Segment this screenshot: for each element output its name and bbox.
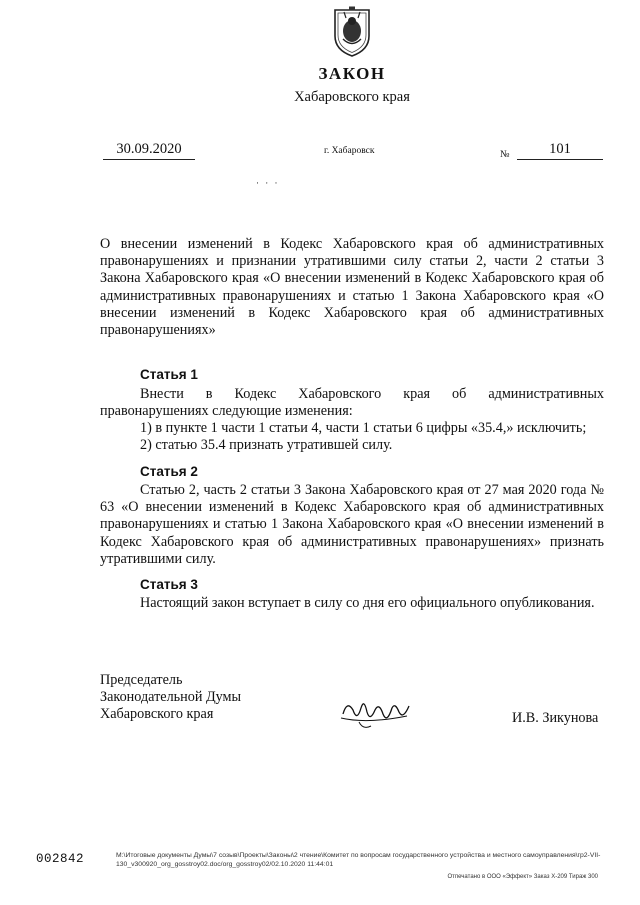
article-1-intro: Внести в Кодекс Хабаровского края об административных правонарушениях следующие изменения:: [100, 386, 604, 420]
position-line-3: Хабаровского края: [100, 706, 214, 723]
position-line-1: Председатель: [100, 672, 183, 688]
law-title: О внесении изменений в Кодекс Хабаровского края об административных правонарушениях и признании утратившими силу статьи 2, части 2 статьи 3 Закона Хабаровского края «О внесении изменений в Кодекс Хабаровского края об административных правонарушениях и статью 1 Закона Хабаровского края «О внесении изменений в Кодекс Хабаровского края об административных правонарушениях»: [100, 236, 604, 339]
article-3-text: Настоящий закон вступает в силу со дня его официального опубликования.: [140, 595, 595, 611]
law-number: 101: [517, 141, 603, 160]
footer-file-path: M:\Итоговые документы Думы\7 созыв\Проекты\Законы\2 чтение\Комитет по вопросам государственного устройства и местного самоуправления\гр2-VII-130_v300920_org_gosstroy02.doc/org_gosstroy02/02.10.2020 11:44:01: [116, 852, 601, 868]
coat-of-arms-emblem: [329, 6, 375, 58]
scan-artifact: · · ·: [256, 178, 280, 188]
footer-print-info: Отпечатано в ООО «Эффект» Заказ Х-209 Тираж 300: [447, 874, 598, 880]
article-1-heading: Статья 1: [140, 367, 198, 382]
law-date: 30.09.2020: [103, 141, 195, 160]
handwritten-signature: [337, 692, 413, 732]
article-2-text: Статью 2, часть 2 статьи 3 Закона Хабаровского края от 27 мая 2020 года № 63 «О внесении изменений в Кодекс Хабаровского края об административных правонарушениях и статью 1 Закона Хабаровского края «О внесении изменений в Кодекс Хабаровского края об административных правонарушениях» признать утратившими силу.: [100, 482, 604, 567]
position-line-2: Законодательной Думы: [100, 689, 242, 706]
article-1-item-1: 1) в пункте 1 части 1 статьи 4, части 1 статьи 6 цифры «35.4,» исключить;: [140, 420, 587, 436]
footer-doc-number: 002842: [36, 852, 85, 866]
signatory-position: [100, 672, 241, 724]
article-3-heading: Статья 3: [140, 577, 198, 592]
number-sign: №: [500, 149, 510, 160]
article-1-item-2: 2) статью 35.4 признать утратившей силу.: [140, 437, 393, 453]
city-label: г. Хабаровск: [324, 146, 375, 156]
document-title: ЗАКОН: [318, 64, 386, 83]
signatory-name: И.В. Зикунова: [512, 710, 599, 726]
document-subtitle: Хабаровского края: [294, 89, 410, 105]
article-2-heading: Статья 2: [140, 464, 198, 479]
